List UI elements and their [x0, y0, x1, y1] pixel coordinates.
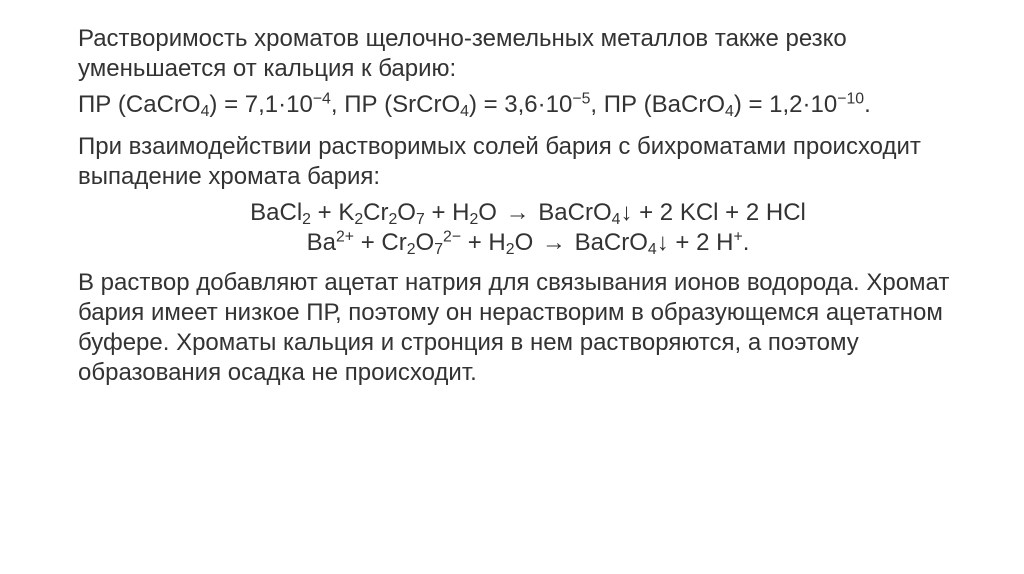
- equation-ionic: $Ba^{2+} + Cr_2O_7^{2-} + H_2O$ → BaCrO$_4$↓ + 2 H+.: [306, 228, 750, 258]
- slide-content: [78, 24, 978, 388]
- equation-molecular: BaCl$_2$ + $K_2Cr_2O_7 + H_2O$ → BaCrO$_4$↓ + 2 KCl + 2 HCl: [250, 199, 806, 228]
- paragraph-buffer: В раствор добавляют ацетат натрия для связывания ионов водорода. Хромат бария имеет низкое ПР, поэтому он нерастворим в образующемся ацетатном буфере. Хроматы кальция и стронция в нем растворяются, а поэтому образования осадка не происходит.: [78, 269, 950, 386]
- ksp-srcro4: ПР (SrCrO$_4$) = $3,6\cdot 10^{-5}$: [344, 90, 591, 120]
- ksp-bacro4: ПР (BaCrO$_4$) = $1,2\cdot 10^{-10}$: [603, 90, 865, 120]
- ksp-cacro4: ПР (CaCrO$_4$) = $7,1\cdot 10^{-4}$: [78, 90, 331, 120]
- paragraph-interaction: При взаимодействии растворимых солей бария с бихроматами происходит выпадение хромата бария:: [78, 133, 921, 190]
- reaction-arrow-icon: →: [505, 199, 530, 226]
- paragraph-solubility: Растворимость хроматов щелочно-земельных металлов также резко уменьшается от кальция к барию:: [78, 25, 847, 82]
- reaction-arrow-icon: →: [541, 229, 566, 256]
- precipitate-arrow-icon: ↓: [620, 199, 633, 226]
- solubility-product-line: ПР (CaCrO$_4$) = $7,1\cdot 10^{-4}$, ПР (SrCrO$_4$) = $3,6\cdot 10^{-5}$, ПР (BaCrO$_4$) = $1,2\cdot 10^{-10}$.: [78, 90, 871, 120]
- precipitate-arrow-icon: ↓: [656, 229, 669, 256]
